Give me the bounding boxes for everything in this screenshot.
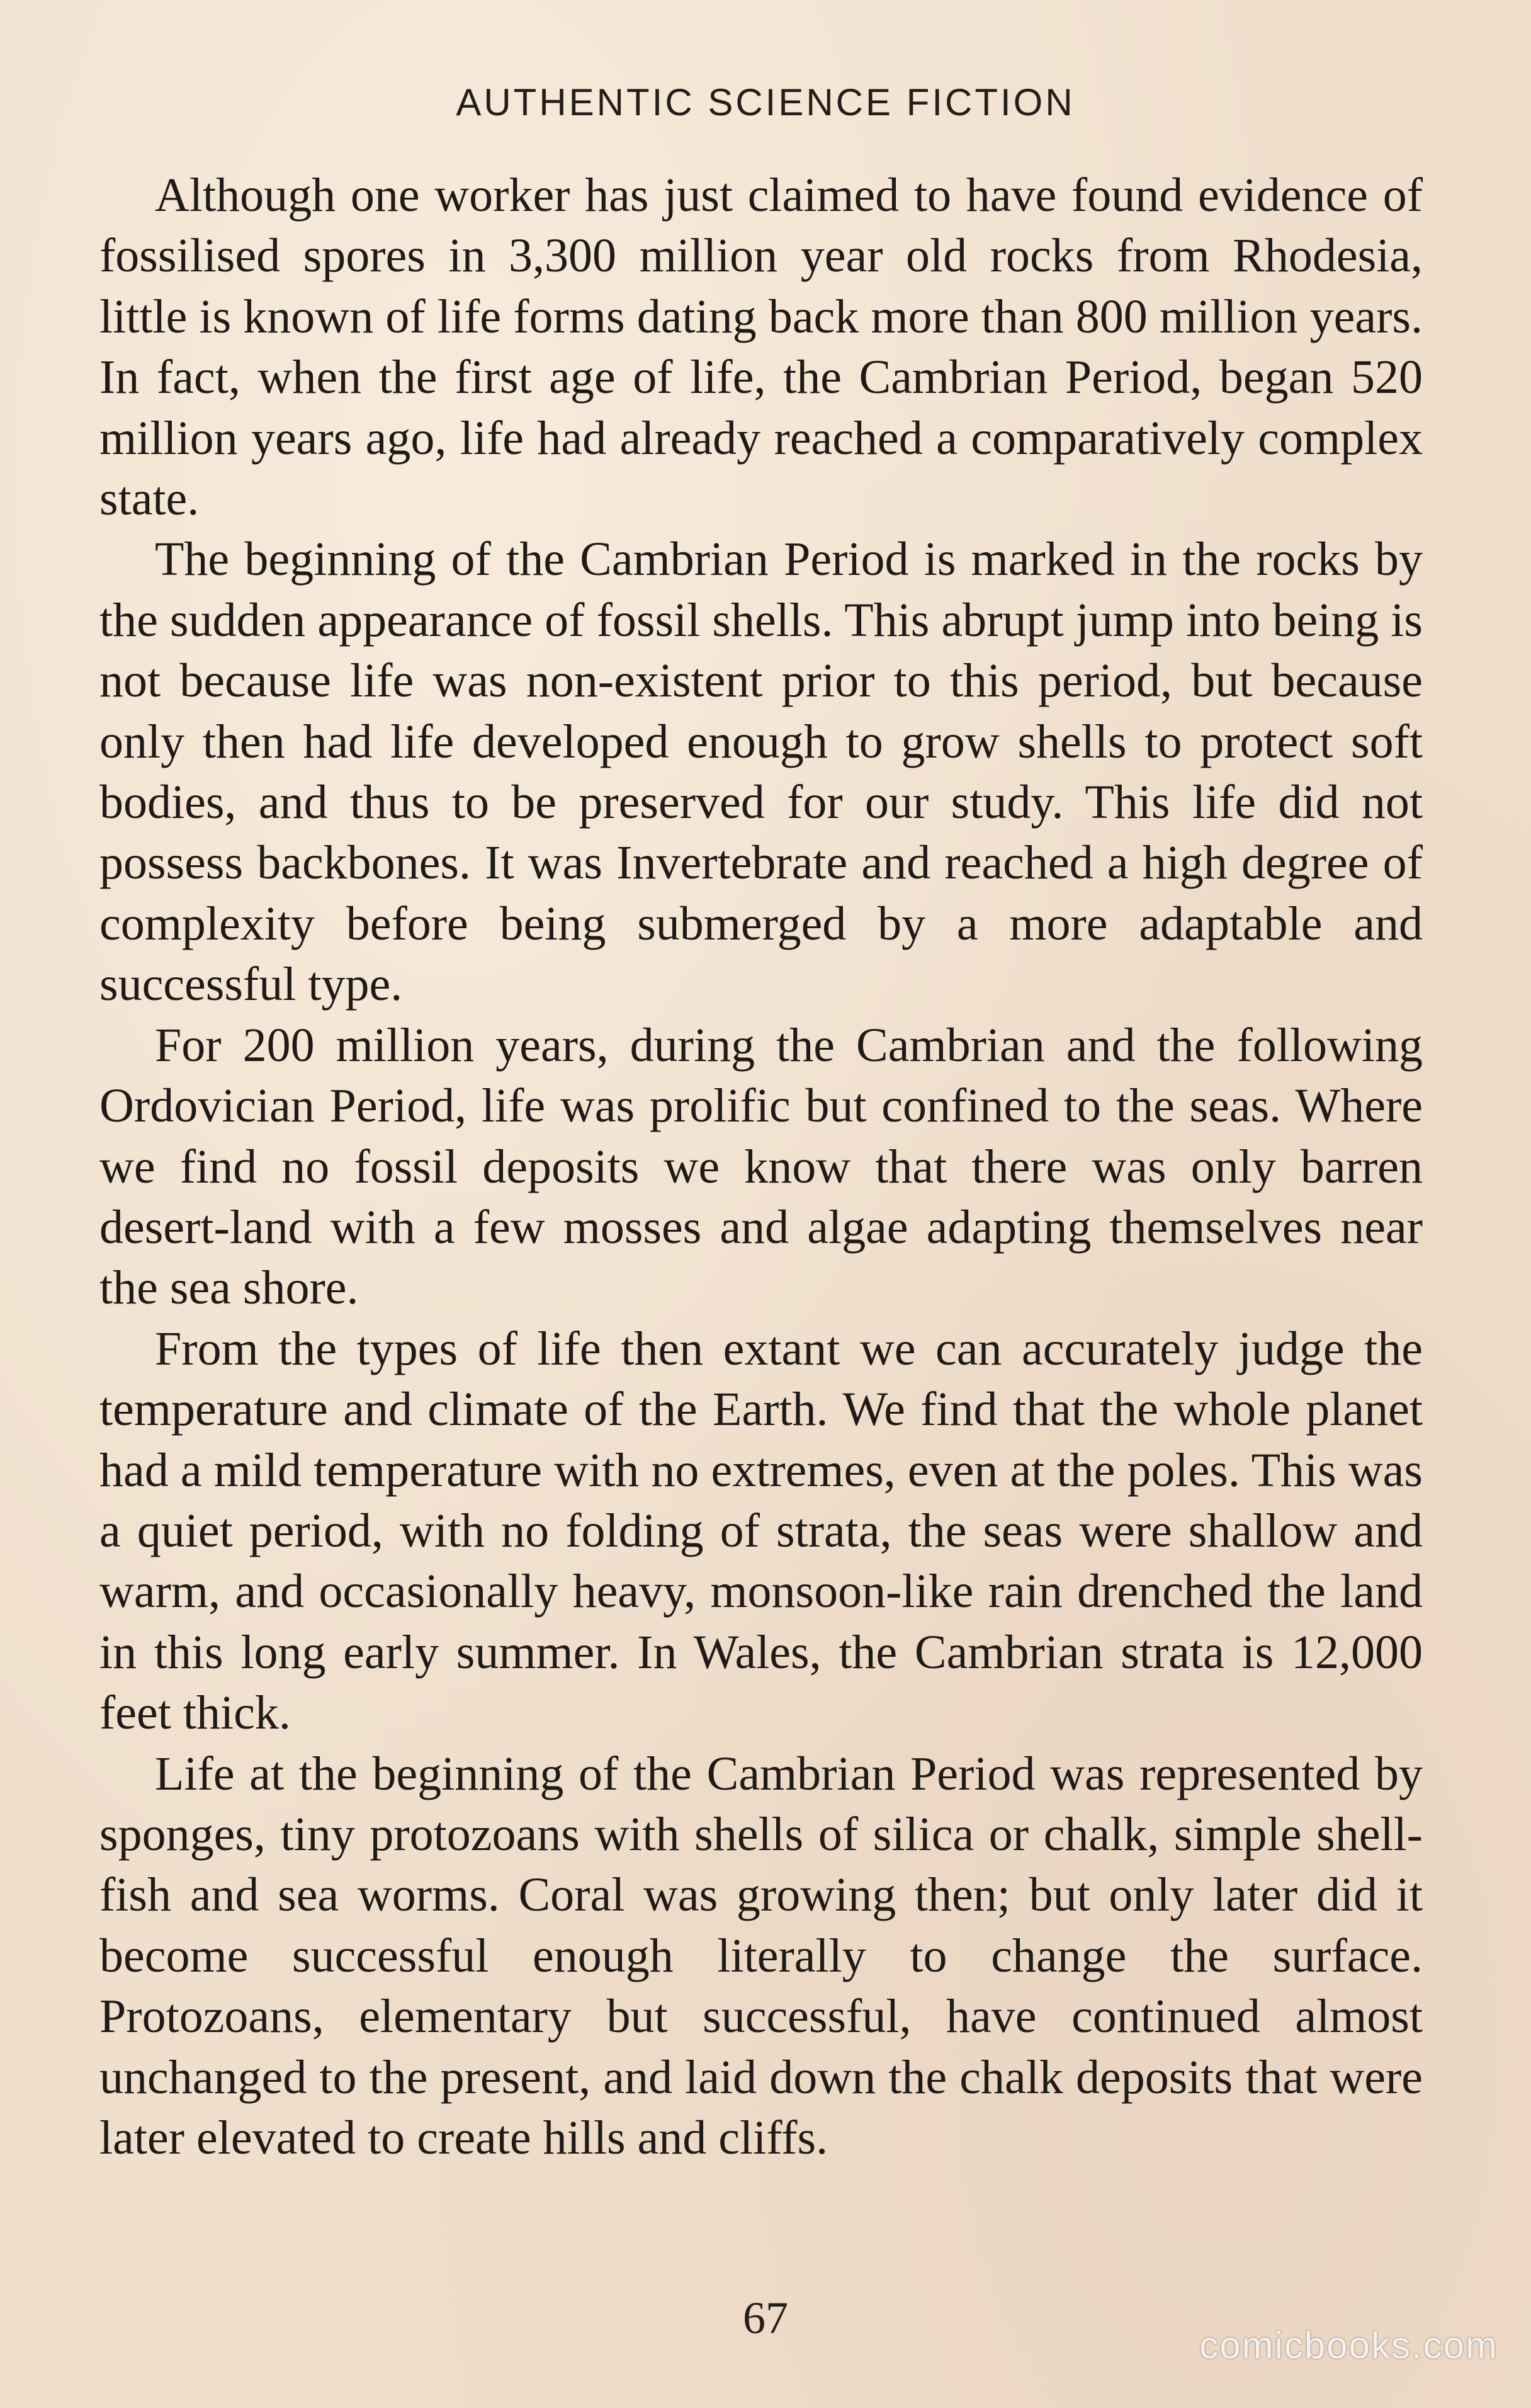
article-body bbox=[99, 165, 1423, 2168]
paragraph-1: Although one worker has just claimed to have found evidence of fossilised spores in 3,300 million year old rocks from Rhodesia, little is known of life forms dating back more than 800 million years. In fact, when the first age of life, the Cambrian Period, began 520 million years ago, life had already reached a comparatively complex state. bbox=[99, 169, 1423, 526]
paragraph-3: For 200 million years, during the Cambrian and the following Ordovician Period, life was prolific but confined to the seas. Where we find no fossil deposits we know that there was only barren desert-land with a few mosses and algae adapting themselves near the sea shore. bbox=[99, 1018, 1423, 1315]
paragraph-4: From the types of life then extant we can accurately judge the temperature and climate of the Earth. We find that the whole planet had a mild temperature with no extremes, even at the poles. This was a quiet period, with no folding of strata, the seas were shallow and warm, and occasionally heavy, monsoon-like rain drenched the land in this long early summer. In Wales, the Cambrian strata is 12,000 feet thick. bbox=[99, 1322, 1423, 1740]
paragraph-5: Life at the beginning of the Cambrian Period was represented by sponges, tiny protozoans with shells of silica or chalk, simple shell-fish and sea worms. Coral was growing then; but only later did it become successful enough literally to change the surface. Protozoans, elementary but successful, have continued almost unchanged to the present, and laid down the chalk deposits that were later elevated to create hills and cliffs. bbox=[99, 1747, 1423, 2164]
page-number: 67 bbox=[743, 2293, 788, 2343]
site-watermark: comicbooks.com bbox=[1199, 2324, 1498, 2366]
paragraph-2: The beginning of the Cambrian Period is marked in the rocks by the sudden appearance of fossil shells. This abrupt jump into being is not because life was non-existent prior to this period, but because only then had life developed enough to grow shells to protect soft bodies, and thus to be preserved for our study. This life did not possess backbones. It was Invertebrate and reached a high degree of complexity before being submerged by a more adaptable and successful type. bbox=[99, 533, 1423, 1011]
running-head-title: AUTHENTIC SCIENCE FICTION bbox=[456, 81, 1075, 123]
